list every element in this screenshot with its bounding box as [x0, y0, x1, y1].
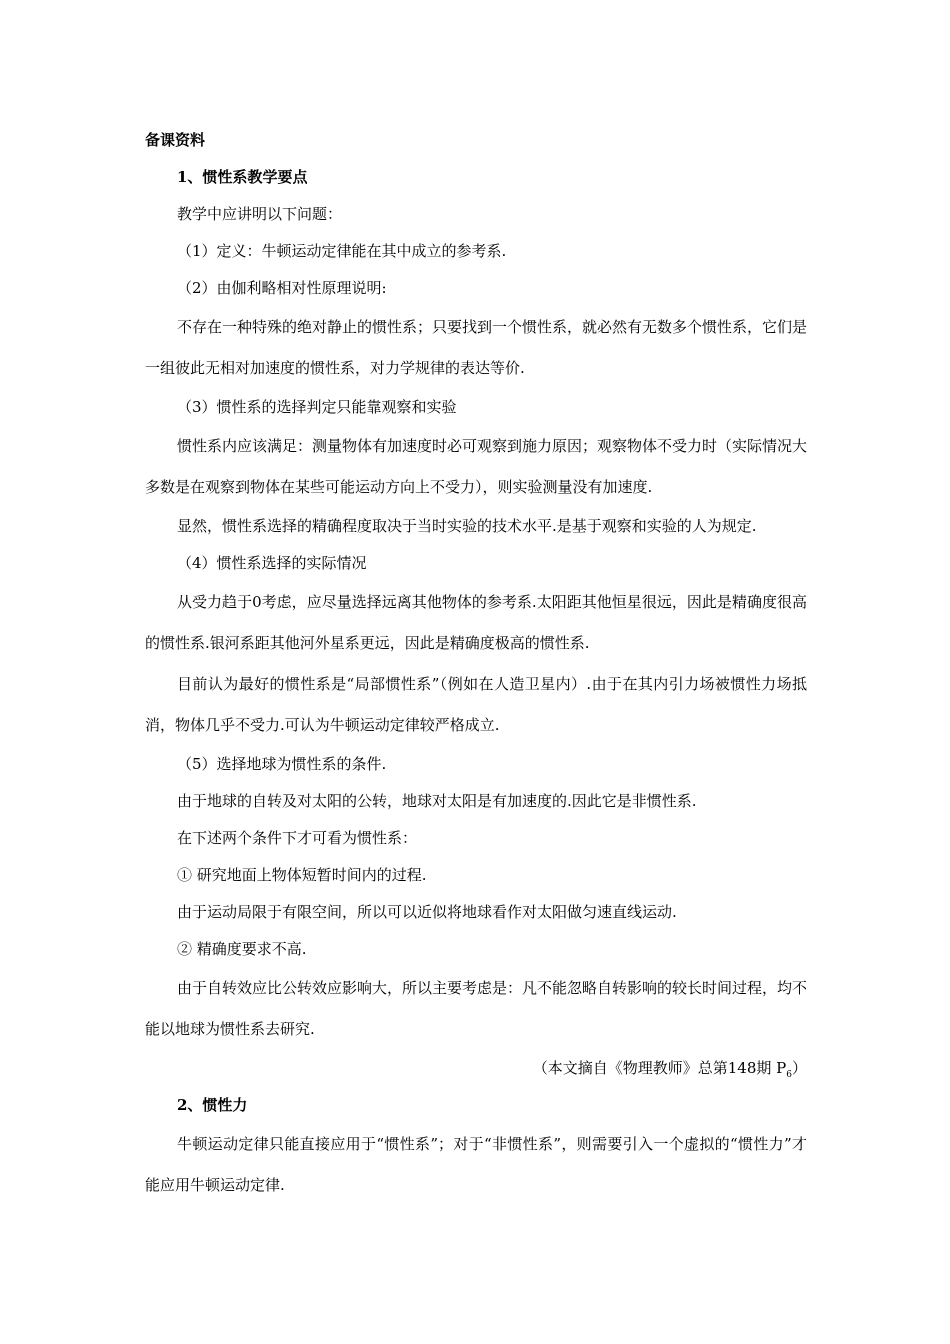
condition-1: ① 研究地面上物体短暂时间内的过程. — [177, 866, 427, 884]
item3-heading: （3）惯性系的选择判定只能靠观察和实验 — [177, 398, 457, 416]
condition-2: ② 精确度要求不高. — [177, 940, 307, 958]
item4-paragraph-2: 目前认为最好的惯性系是“局部惯性系”（例如在人造卫星内）.由于在其内引力场被惯性力场抵消，物体几乎不受力.可认为牛顿运动定律较严格成立. — [145, 675, 807, 734]
item4-heading: （4）惯性系选择的实际情况 — [177, 554, 367, 572]
condition-1-explanation: 由于运动局限于有限空间，所以可以近似将地球看作对太阳做匀速直线运动. — [177, 903, 677, 921]
item2-paragraph: 不存在一种特殊的绝对静止的惯性系；只要找到一个惯性系，就必然有无数多个惯性系，它们是一组彼此无相对加速度的惯性系，对力学规律的表达等价. — [145, 318, 808, 377]
item4-paragraph-1: 从受力趋于0考虑，应尽量选择远离其他物体的参考系.太阳距其他恒星很远，因此是精确度很高的惯性系.银河系距其他河外星系更远，因此是精确度极高的惯性系. — [145, 593, 807, 652]
section2-paragraph: 牛顿运动定律只能直接应用于“惯性系”；对于“非惯性系”，则需要引入一个虚拟的“惯性力”才能应用牛顿运动定律. — [145, 1135, 807, 1194]
source-citation-subscript: 6 — [786, 1070, 792, 1080]
item2-heading: （2）由伽利略相对性原理说明: — [177, 279, 387, 297]
document-body — [145, 122, 807, 1206]
source-citation-text: （本文摘自《物理教师》总第148期 P — [532, 1059, 787, 1077]
document-title: 备课资料 — [145, 131, 206, 149]
section1-intro: 教学中应讲明以下问题： — [177, 205, 343, 223]
item5-paragraph-1: 由于地球的自转及对太阳的公转，地球对太阳是有加速度的.因此它是非惯性系. — [177, 792, 697, 810]
item5-paragraph-2: 在下述两个条件下才可看为惯性系： — [177, 829, 418, 847]
item3-note: 显然，惯性系选择的精确程度取决于当时实验的技术水平.是基于观察和实验的人为规定. — [177, 517, 757, 535]
source-citation-close: ） — [791, 1059, 807, 1077]
section2-heading: 2、惯性力 — [177, 1096, 248, 1114]
section1-heading: 1、惯性系教学要点 — [177, 168, 308, 186]
item5-heading: （5）选择地球为惯性系的条件. — [177, 755, 387, 773]
condition-2-explanation: 由于自转效应比公转效应影响大，所以主要考虑是：凡不能忽略自转影响的较长时间过程，均不能以地球为惯性系去研究. — [145, 979, 808, 1038]
item1-definition: （1）定义：牛顿运动定律能在其中成立的参考系. — [177, 242, 507, 260]
source-citation — [145, 1050, 807, 1087]
item3-paragraph: 惯性系内应该满足：测量物体有加速度时必可观察到施力原因；观察物体不受力时（实际情况大多数是在观察到物体在某些可能运动方向上不受力），则实验测量没有加速度. — [145, 437, 808, 496]
